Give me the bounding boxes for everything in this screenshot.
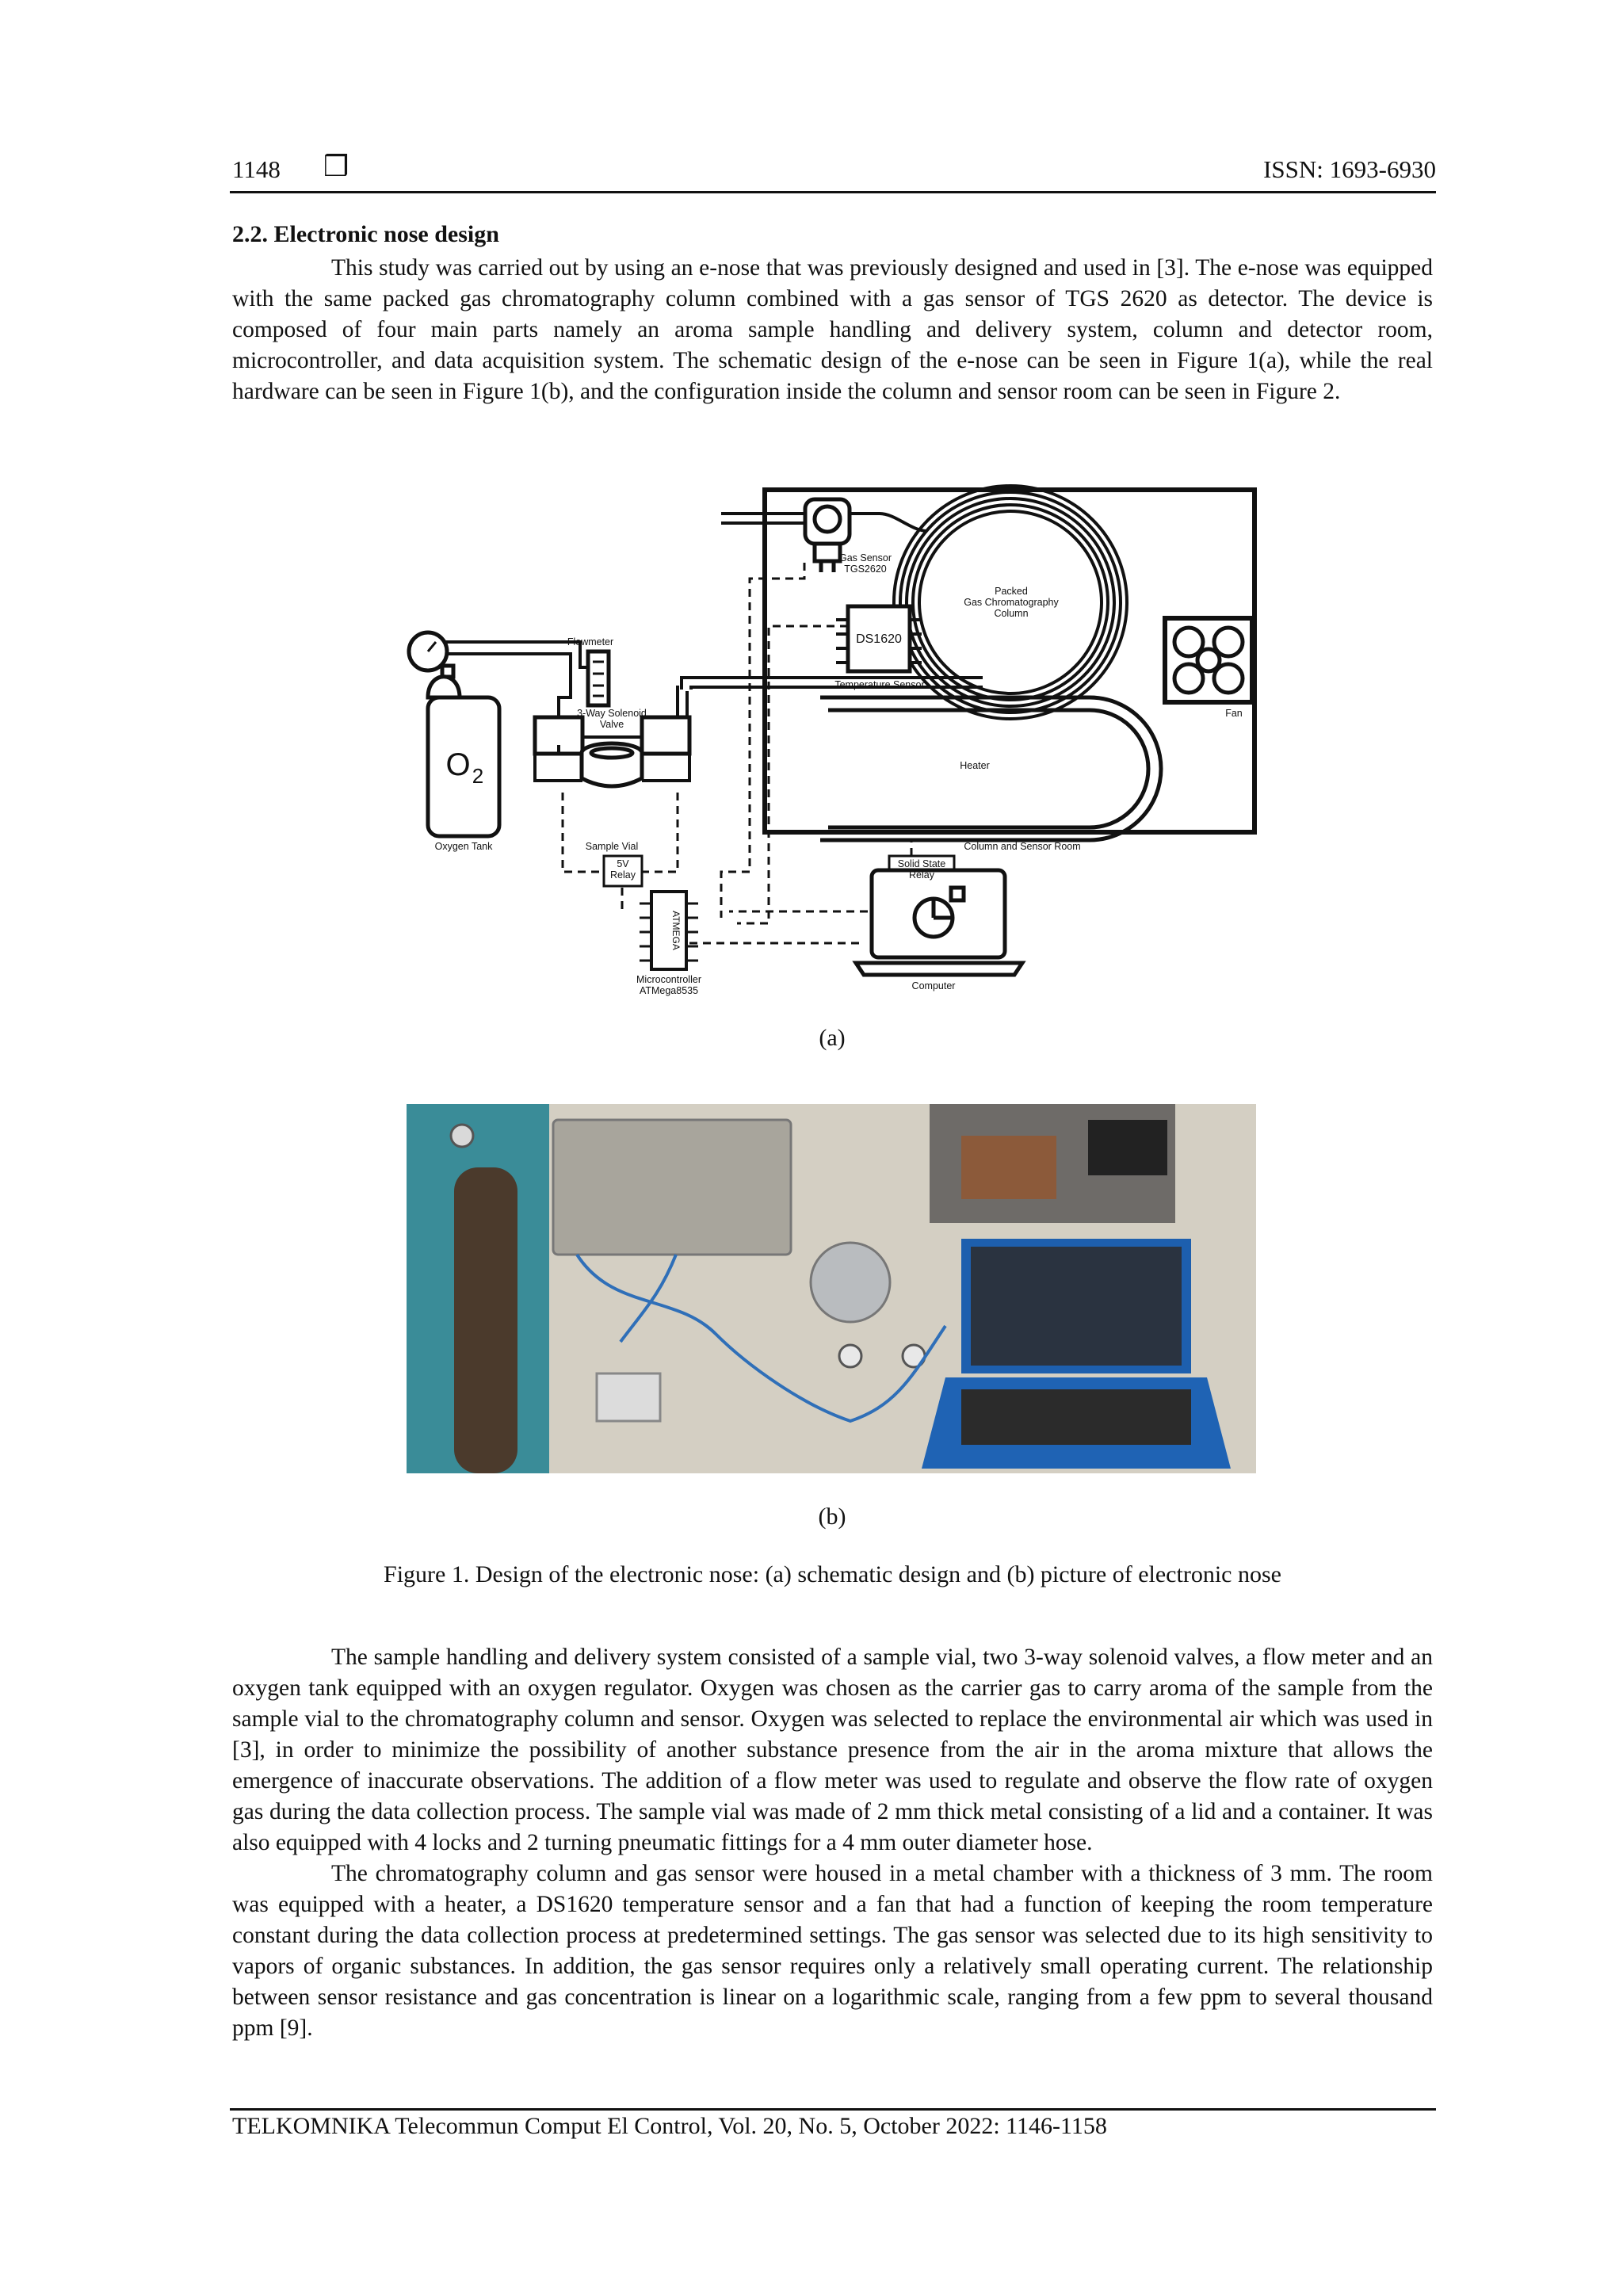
label-oxygen-tank: Oxygen Tank [434,841,493,852]
body-paragraph-1: The sample handling and delivery system consisted of a sample vial, two 3-way solenoid valves, a flow meter and an oxygen tank equipped with an oxygen regulator. Oxygen was chosen as the carrier gas to carry aroma of the sample from the sample vial to the chromatography column and sensor. Oxygen was selected to replace the environmental air which was used in [3], in order to minimize the possibility of another substance presence from the air in the aroma mixture that allows the emergence of inaccurate observations. The addition of a flow meter was used to regulate and observe the flow rate of oxygen gas during the data collection process. The sample vial was made of 2 mm thick metal consisting of a lid and a container. It was also equipped with 4 locks and 2 turning pneumatic fittings for a 4 mm outer diameter hose. [232,1645,1433,1855]
label-micro-2: ATMega8535 [639,985,699,996]
label-flowmeter: Flowmeter [567,636,614,648]
computer-icon [856,870,1022,975]
hardware-photo [407,1104,1256,1473]
valve-to-room-pipe [678,686,687,717]
body-paragraphs [232,1642,1433,2044]
label-atmega: ATMEGA [670,911,682,950]
label-ssr-2: Relay [909,869,934,881]
header-rule [230,191,1436,193]
heater-icon [820,697,1161,840]
label-ds1620: DS1620 [856,632,902,646]
label-computer: Computer [911,980,956,991]
header-box-glyph: ❒ [323,151,349,183]
sample-vial-icon [582,743,642,786]
sample-vial-photo [811,1243,890,1322]
label-column-3: Column [994,608,1029,619]
label-gas-sensor: Gas Sensor [838,552,892,563]
metal-chamber [553,1120,791,1255]
label-fan: Fan [1225,708,1243,719]
label-o2-sub: 2 [472,764,484,788]
body-paragraph-2: The chromatography column and gas sensor were housed in a metal chamber with a thickness of 3 mm. The room was equipped with a heater, a DS1620 temperature sensor and a fan that had a function of keeping the room temperature constant during the data collection process at predetermined settings. The gas sensor was selected due to its high sensitivity to vapors of organic substances. In addition, the gas sensor requires only a relatively small operating current. The relationship between sensor resistance and gas concentration is linear on a logarithmic scale, ranging from a few ppm to several thousand ppm [9]. [232,1861,1433,2041]
intro-paragraph [232,253,1433,407]
label-room: Column and Sensor Room [964,841,1081,852]
label-valve-2: Valve [599,719,624,730]
fan-icon [1165,618,1252,702]
label-valve-1: 3-Way Solenoid [577,708,647,719]
footer-rule [230,2108,1436,2111]
label-ssr-1: Solid State [897,858,946,869]
label-gas-sensor-model: TGS2620 [844,563,887,575]
section-title: 2.2. Electronic nose design [232,221,499,247]
label-micro-1: Microcontroller [636,974,701,985]
flowmeter-icon [588,651,609,705]
figure-label-a: (a) [819,1025,846,1051]
schematic-diagram [404,483,1260,999]
label-sample-vial: Sample Vial [585,841,639,852]
page-number: 1148 [232,155,281,183]
label-5v: 5V [617,858,629,869]
figure-label-b: (b) [818,1503,846,1530]
footer-journal: TELKOMNIKA Telecommun Comput El Control, Vol. 20, No. 5, October 2022: 1146-1158 [232,2113,1107,2139]
label-relay: Relay [610,869,636,881]
figure-caption: Figure 1. Design of the electronic nose: (a) schematic design and (b) picture of electronic nose [384,1561,1281,1587]
issn: ISSN: 1693-6930 [1263,155,1436,183]
label-o2: O [445,747,471,782]
microcontroller-icon [640,892,698,969]
label-heater: Heater [960,760,990,771]
oxygen-cylinder [454,1167,517,1473]
solenoid-valves-photo [597,1373,660,1421]
intro-paragraph-text: This study was carried out by using an e-nose that was previously designed and used in [3]. The e-nose was equipped with the same packed gas chromatography column combined with a gas sensor of TGS 2620 as detector. The device is composed of four main parts namely an aroma sample handling and delivery system, column and detector room, microcontroller, and data acquisition system. The schematic design of the e-nose can be seen in Figure 1(a), while the real hardware can be seen in Figure 1(b), and the configuration inside the column and sensor room can be seen in Figure 2. [232,255,1433,404]
label-temperature-sensor: Temperature Sensor [834,679,925,690]
label-column-1: Packed [995,586,1028,597]
label-column-2: Gas Chromatography [964,597,1059,608]
